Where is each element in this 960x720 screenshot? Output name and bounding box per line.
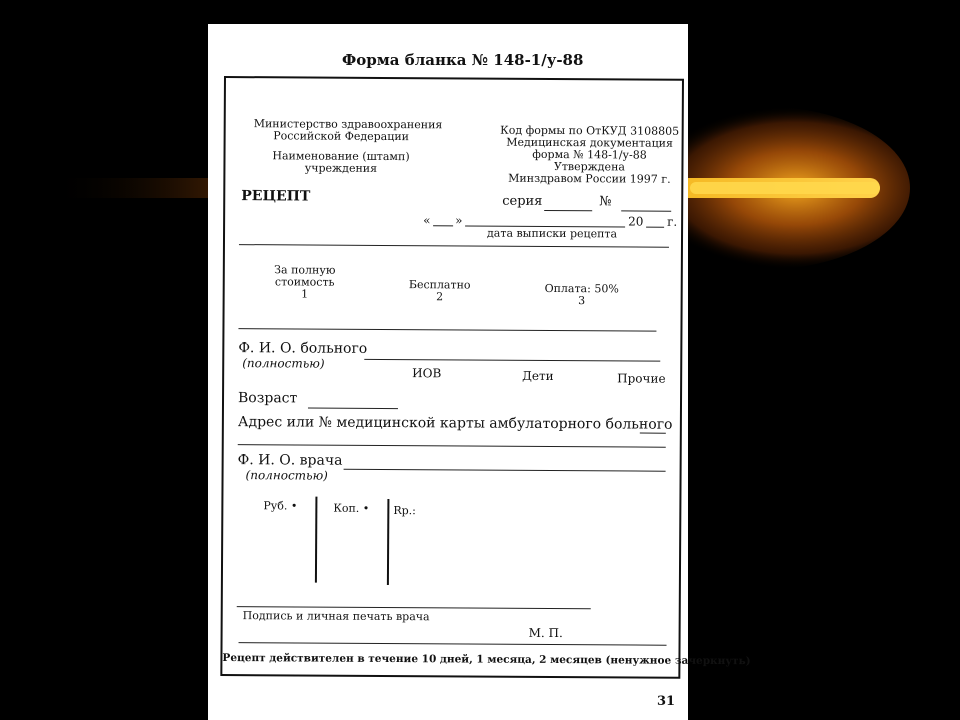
signature-label: Подпись и личная печать врача <box>242 609 430 624</box>
category-other: Прочие <box>617 371 666 386</box>
address-field-line <box>640 433 666 434</box>
form-code-line-5: Минздравом России 1997 г. <box>508 171 671 186</box>
doctor-name-field-line <box>344 469 666 472</box>
page-number: 31 <box>657 694 676 709</box>
ministry-line-2: Российской Федерации <box>273 129 410 144</box>
seal-label: М. П. <box>528 625 563 641</box>
year-suffix: г. <box>667 214 678 229</box>
ministry-block <box>253 117 443 175</box>
stamp-line-1: Наименование (штамп) <box>272 149 410 164</box>
year-prefix: 20 <box>628 214 644 229</box>
date-caption: дата выписки рецепта <box>487 226 618 241</box>
category-iov: ИОВ <box>412 366 442 381</box>
payment-free-number: 2 <box>436 290 444 304</box>
date-quote-close: » <box>455 213 463 228</box>
year-field-line <box>646 227 664 228</box>
doctor-name-note: (полностью) <box>245 468 328 483</box>
separator-line-1 <box>239 244 669 248</box>
series-field-line <box>544 210 592 211</box>
number-field-line <box>621 210 671 211</box>
column-divider-1 <box>315 497 318 583</box>
rub-column-label: Руб. • <box>263 499 298 513</box>
payment-free-option <box>400 279 480 303</box>
day-field-line <box>433 225 453 226</box>
payment-full-line-2: стоимость <box>274 275 335 289</box>
form-title: Форма бланка № 148-1/у-88 <box>342 51 584 69</box>
form-code-line-4: Утверждена <box>553 160 626 174</box>
payment-half-number: 3 <box>578 294 586 308</box>
series-label: серия <box>502 193 543 209</box>
form-code-line-3: форма № 148-1/у-88 <box>532 147 647 162</box>
payment-half-option <box>537 283 627 308</box>
payment-half-label: Оплата: 50% <box>544 281 619 296</box>
patient-name-field-line <box>364 359 660 362</box>
payment-full-line-1: За полную <box>274 263 336 277</box>
validity-note: Рецепт действителен в течение 10 дней, 1 месяца, 2 месяцев (ненужное зачеркнуть) <box>222 652 751 668</box>
ministry-line-1: Министерство здравоохранения <box>253 117 443 132</box>
stamp-line-2: учреждения <box>304 161 378 175</box>
category-children: Дети <box>522 368 554 384</box>
patient-name-label: Ф. И. О. больного <box>238 340 368 357</box>
form-frame <box>220 76 751 679</box>
kop-column-label: Коп. • <box>333 501 370 515</box>
payment-free-label: Бесплатно <box>408 278 471 292</box>
form-code-line-2: Медицинская документация <box>506 135 674 150</box>
separator-line-4 <box>239 642 667 646</box>
separator-line-3 <box>238 444 666 448</box>
form-code-line-1: Код формы по ОтКУД 3108805 <box>500 123 680 138</box>
separator-line-2 <box>238 328 656 332</box>
column-divider-2 <box>387 499 390 585</box>
payment-full-number: 1 <box>301 287 309 301</box>
number-label: № <box>599 194 612 210</box>
patient-name-note: (полностью) <box>242 356 325 371</box>
address-label: Адрес или № медицинской карты амбулаторного больного <box>237 414 673 433</box>
form-code-block <box>499 125 679 186</box>
date-quote-open: « <box>423 213 431 228</box>
rp-column-label: Rp.: <box>393 504 416 518</box>
payment-full-option <box>265 264 345 300</box>
recipe-title: РЕЦЕПТ <box>241 188 311 205</box>
prescription-form-sheet <box>208 24 751 720</box>
doctor-name-label: Ф. И. О. врача <box>237 452 343 469</box>
age-label: Возраст <box>237 390 298 407</box>
age-field-line <box>308 408 398 410</box>
